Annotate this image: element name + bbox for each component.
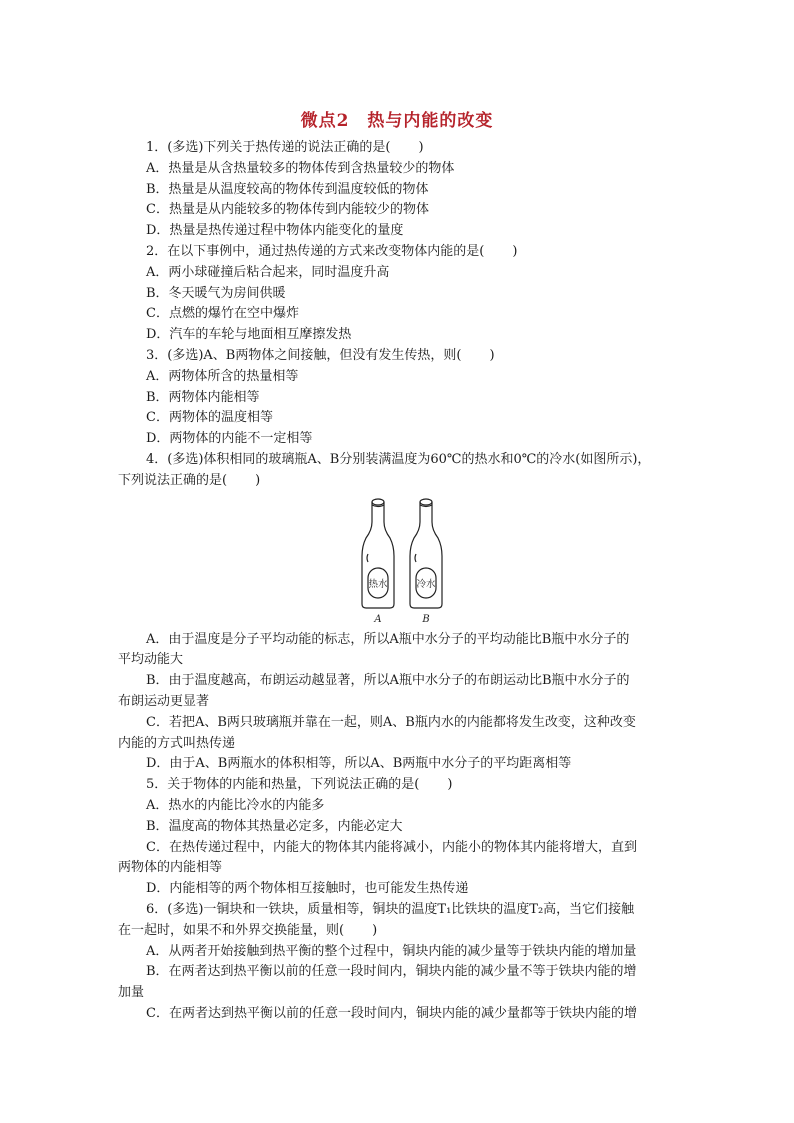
question-6-option-c: C．在两者达到热平衡以前的任意一段时间内，铜块内能的减少量都等于铁块内能的增 [146, 1005, 637, 1021]
question-1-option-c: C．热量是从内能较多的物体传到内能较少的物体 [146, 202, 429, 218]
question-5-option-c-cont: 两物体的内能相等 [118, 860, 223, 876]
question-2-stem: 2．在以下事例中，通过热传递的方式来改变物体内能的是( ) [146, 243, 518, 259]
page-title: 微点2 热与内能的改变 [300, 111, 494, 131]
bottle-b [410, 499, 442, 608]
question-4-option-a: A．由于温度是分子平均动能的标志，所以A瓶中水分子的平均动能比B瓶中水分子的 [146, 631, 630, 647]
question-2-option-d: D．汽车的车轮与地面相互摩擦发热 [146, 327, 352, 343]
question-3-option-a: A．两物体所含的热量相等 [146, 368, 299, 384]
question-2-option-c: C．点燃的爆竹在空中爆炸 [146, 306, 299, 322]
question-6-stem: 6．(多选)一铜块和一铁块，质量相等，铜块的温度T₁比铁块的温度T₂高，当它们接触 [146, 901, 635, 917]
question-3-option-b: B．两物体内能相等 [146, 389, 260, 405]
question-1-option-d: D．热量是热传递过程中物体内能变化的量度 [146, 223, 404, 239]
bottle-a-label: 热水 [368, 578, 388, 590]
question-6-stem-cont: 在一起时，如果不和外界交换能量，则( ) [118, 922, 378, 938]
question-6-option-b: B．在两者达到热平衡以前的任意一段时间内，铜块内能的减少量不等于铁块内能的增 [146, 964, 637, 980]
question-6-option-b-cont: 加量 [118, 985, 145, 1001]
bottle-b-caption: B [422, 613, 430, 625]
bottle-b-label: 冷水 [416, 578, 436, 590]
question-3-stem: 3．(多选)A、B两物体之间接触，但没有发生传热，则( ) [146, 347, 495, 363]
bottle-a-caption: A [374, 613, 382, 625]
bottles-diagram [358, 496, 448, 626]
question-4-stem: 4．(多选)体积相同的玻璃瓶A、B分别装满温度为60℃的热水和0℃的冷水(如图所示)， [146, 451, 651, 467]
question-4-option-b: B．由于温度越高，布朗运动越显著，所以A瓶中水分子的布朗运动比B瓶中水分子的 [146, 673, 630, 689]
bottles-figure [118, 492, 678, 630]
question-2-option-b: B．冬天暖气为房间供暖 [146, 285, 286, 301]
question-3-option-d: D．两物体的内能不一定相等 [146, 431, 313, 447]
question-4-option-a-cont: 平均动能大 [118, 652, 184, 668]
question-4-stem-cont: 下列说法正确的是( ) [118, 472, 261, 488]
question-2-option-a: A．两小球碰撞后粘合起来，同时温度升高 [146, 264, 390, 280]
question-5-option-d: D．内能相等的两个物体相互接触时，也可能发生热传递 [146, 881, 469, 897]
question-6-option-a: A．从两者开始接触到热平衡的整个过程中，铜块内能的减少量等于铁块内能的增加量 [146, 943, 637, 959]
question-5-stem: 5．关于物体的内能和热量，下列说法正确的是( ) [146, 777, 453, 793]
question-list [118, 138, 678, 1025]
question-3-option-c: C．两物体的温度相等 [146, 410, 273, 426]
question-1-option-b: B．热量是从温度较高的物体传到温度较低的物体 [146, 181, 429, 197]
question-1-option-a: A．热量是从含热量较多的物体传到含热量较少的物体 [146, 160, 455, 176]
question-5-option-a: A．热水的内能比冷水的内能多 [146, 797, 325, 813]
question-4-option-c-cont: 内能的方式叫热传递 [118, 735, 236, 751]
question-4-option-b-cont: 布朗运动更显著 [118, 693, 210, 709]
question-4-option-c: C．若把A、B两只玻璃瓶并靠在一起，则A、B瓶内水的内能都将发生改变，这种改变 [146, 714, 636, 730]
bottle-a [362, 499, 394, 608]
question-5-option-b: B．温度高的物体其热量必定多，内能必定大 [146, 818, 403, 834]
question-1-stem: 1．(多选)下列关于热传递的说法正确的是( ) [146, 140, 424, 155]
question-4-option-d: D．由于A、B两瓶水的体积相等，所以A、B两瓶中水分子的平均距离相等 [146, 756, 572, 772]
question-5-option-c: C．在热传递过程中，内能大的物体其内能将减小，内能小的物体其内能将增大，直到 [146, 839, 637, 855]
